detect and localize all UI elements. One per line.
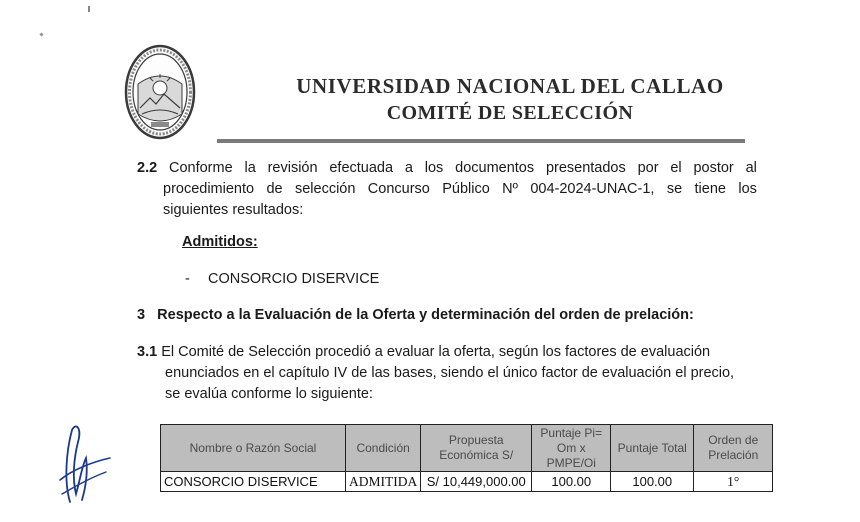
word: postor [693,160,734,176]
word: por [637,160,659,176]
admitted-postor: CONSORCIO DISERVICE [208,271,380,287]
word: el [670,160,682,176]
word: procedimiento [163,181,255,197]
section-2-2-line-3 [137,200,757,221]
section-2-2-line-1 [137,158,757,179]
section-number: 2.2 [137,160,158,176]
table-row [161,472,773,492]
university-title: UNIVERSIDAD NACIONAL DEL CALLAO [296,74,724,98]
word: 004-2024-UNAC-1, [530,181,655,197]
header-line: Orden de [708,433,759,447]
word: Nº [502,181,518,197]
col-header-condition: Condición [346,425,421,472]
col-header-name: Nombre o Razón Social [161,425,346,472]
scan-speck [39,32,43,36]
word: al [745,160,757,176]
section-number: 3.1 [137,344,158,360]
word: Público [442,181,490,197]
section-2-2-line-2 [137,179,757,200]
col-header-order [694,425,773,472]
table-header-row [161,425,773,472]
committee-subtitle: COMITÉ DE SELECCIÓN [386,102,634,124]
col-header-proposal [421,425,532,472]
word: resultados: [232,202,304,218]
header-line: Económica S/ [439,448,514,462]
evaluation-table [160,424,773,492]
col-header-total: Puntaje Total [611,425,694,472]
cell-proposal: S/ 10,449,000.00 [421,472,532,492]
cell-order: 1° [694,472,773,492]
header-line: Puntaje Pi= [540,425,603,440]
section-3-1-line-1 [137,342,757,363]
word: siguientes [163,202,229,218]
header-line: Om x [556,440,586,455]
cell-score: 100.00 [532,472,611,492]
section-number: 3 [137,307,146,323]
header-line: PMPE/Oi [546,455,596,470]
section-3-1-line-2: enunciados en el capítulo IV de las bases, siendo el único factor de evaluación el precio, [165,365,735,381]
section-3-heading [137,307,694,323]
word: selección [294,181,356,197]
admitidos-heading: Admitidos: [182,234,258,250]
word: de [266,181,283,197]
cell-name: CONSORCIO DISERVICE [161,472,346,492]
paragraph-text: El Comité de Selección procedió a evaluar la oferta, según los factores de evaluación [161,344,711,360]
header-divider [217,139,745,143]
word: la [244,160,256,176]
cell-total: 100.00 [611,472,694,492]
cell-condition: ADMITIDA [346,472,421,492]
word: Conforme [168,160,233,176]
list-bullet: - [185,271,190,287]
word: se [666,181,683,197]
header-line: Prelación [708,448,759,462]
word: los [424,160,444,176]
col-header-score [532,425,611,472]
word: tiene [694,181,726,197]
scan-speck [88,6,90,12]
section-2-2 [137,158,757,221]
section-title: Respecto a la Evaluación de la Oferta y determinación del orden de prelación: [157,307,694,323]
word: efectuada [329,160,394,176]
word: presentados [545,160,626,176]
header-line: Propuesta [448,433,504,447]
section-3-1-line-3: se evalúa conforme lo siguiente: [165,386,373,402]
word: revisión [267,160,318,176]
university-seal-icon [124,44,196,140]
section-3-1 [137,342,757,405]
word: documentos [455,160,535,176]
word: Concurso [367,181,430,197]
word: a [404,160,413,176]
word: los [738,181,757,197]
signature-icon [52,422,114,508]
